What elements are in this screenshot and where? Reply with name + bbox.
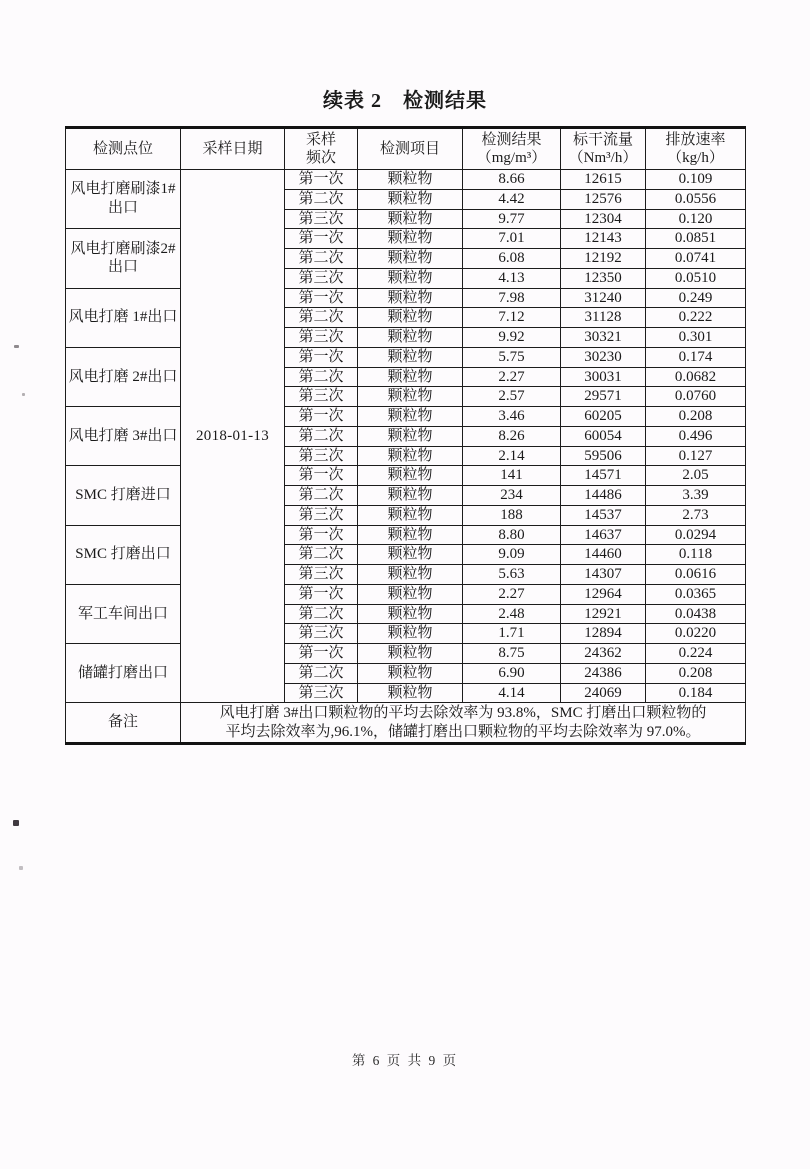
header-sample-frequency-line2: 频次 <box>305 150 336 166</box>
emission-rate-cell: 0.0438 <box>646 604 746 624</box>
sample-frequency-cell: 第一次 <box>285 170 358 190</box>
emission-rate-cell: 0.0365 <box>646 584 746 604</box>
test-result-cell: 3.46 <box>463 407 561 427</box>
emission-rate-cell: 0.249 <box>646 288 746 308</box>
test-item-cell: 颗粒物 <box>358 268 463 288</box>
sample-frequency-cell: 第三次 <box>285 328 358 348</box>
header-emission-rate-line1: 排放速率 <box>665 132 726 148</box>
test-result-cell: 6.08 <box>463 249 561 269</box>
header-test-item <box>358 128 463 170</box>
standard-dry-flow-cell: 60054 <box>561 426 646 446</box>
scan-speck <box>13 820 19 826</box>
test-item-cell: 颗粒物 <box>358 525 463 545</box>
table-row <box>66 466 746 486</box>
standard-dry-flow-cell: 14307 <box>561 565 646 585</box>
test-item-cell: 颗粒物 <box>358 249 463 269</box>
test-result-cell: 9.92 <box>463 328 561 348</box>
test-item-cell: 颗粒物 <box>358 308 463 328</box>
test-item-cell: 颗粒物 <box>358 663 463 683</box>
monitor-point-cell: 风电打磨 1#出口 <box>66 288 181 347</box>
standard-dry-flow-cell: 24362 <box>561 644 646 664</box>
test-result-cell: 8.75 <box>463 644 561 664</box>
remark-text-line1: 风电打磨 3#出口颗粒物的平均去除效率为 93.8%，SMC 打磨出口颗粒物的 <box>219 705 707 721</box>
header-test-result <box>463 128 561 170</box>
standard-dry-flow-cell: 24386 <box>561 663 646 683</box>
emission-rate-cell: 0.0220 <box>646 624 746 644</box>
header-standard-dry-flow-unit: （Nm³/h） <box>568 150 638 166</box>
sample-frequency-cell: 第一次 <box>285 584 358 604</box>
header-sample-date-label: 采样日期 <box>202 141 263 157</box>
standard-dry-flow-cell: 14486 <box>561 486 646 506</box>
sample-frequency-cell: 第一次 <box>285 525 358 545</box>
test-result-cell: 234 <box>463 486 561 506</box>
emission-rate-cell: 0.120 <box>646 209 746 229</box>
test-item-cell: 颗粒物 <box>358 505 463 525</box>
monitor-point-cell: 风电打磨 3#出口 <box>66 407 181 466</box>
sample-frequency-cell: 第三次 <box>285 268 358 288</box>
standard-dry-flow-cell: 12143 <box>561 229 646 249</box>
header-standard-dry-flow-line1: 标干流量 <box>572 132 633 148</box>
emission-rate-cell: 2.05 <box>646 466 746 486</box>
remark-row <box>66 703 746 744</box>
emission-rate-cell: 0.127 <box>646 446 746 466</box>
sample-frequency-cell: 第三次 <box>285 683 358 703</box>
test-result-cell: 4.13 <box>463 268 561 288</box>
standard-dry-flow-cell: 60205 <box>561 407 646 427</box>
sample-frequency-cell: 第三次 <box>285 446 358 466</box>
table-remark-section <box>66 703 746 744</box>
test-result-cell: 2.14 <box>463 446 561 466</box>
test-result-cell: 4.14 <box>463 683 561 703</box>
test-item-cell: 颗粒物 <box>358 426 463 446</box>
sample-frequency-cell: 第二次 <box>285 189 358 209</box>
test-item-cell: 颗粒物 <box>358 565 463 585</box>
standard-dry-flow-cell: 12615 <box>561 170 646 190</box>
table-row <box>66 288 746 308</box>
test-result-cell: 8.66 <box>463 170 561 190</box>
table-header <box>66 128 746 170</box>
test-result-cell: 5.75 <box>463 347 561 367</box>
emission-rate-cell: 0.0510 <box>646 268 746 288</box>
header-standard-dry-flow <box>561 128 646 170</box>
standard-dry-flow-cell: 30230 <box>561 347 646 367</box>
monitor-point-cell: SMC 打磨进口 <box>66 466 181 525</box>
sample-frequency-cell: 第二次 <box>285 426 358 446</box>
table-row <box>66 347 746 367</box>
emission-rate-cell: 0.0616 <box>646 565 746 585</box>
test-result-cell: 6.90 <box>463 663 561 683</box>
sample-frequency-cell: 第二次 <box>285 249 358 269</box>
emission-rate-cell: 0.184 <box>646 683 746 703</box>
standard-dry-flow-cell: 24069 <box>561 683 646 703</box>
emission-rate-cell: 0.208 <box>646 663 746 683</box>
sample-frequency-cell: 第一次 <box>285 466 358 486</box>
test-item-cell: 颗粒物 <box>358 624 463 644</box>
standard-dry-flow-cell: 31128 <box>561 308 646 328</box>
emission-rate-cell: 0.0760 <box>646 387 746 407</box>
emission-rate-cell: 0.301 <box>646 328 746 348</box>
scan-speck <box>19 866 23 870</box>
table-body <box>66 170 746 703</box>
emission-rate-cell: 3.39 <box>646 486 746 506</box>
test-result-cell: 2.27 <box>463 367 561 387</box>
test-item-cell: 颗粒物 <box>358 288 463 308</box>
sample-frequency-cell: 第二次 <box>285 367 358 387</box>
sample-frequency-cell: 第一次 <box>285 347 358 367</box>
emission-rate-cell: 0.0741 <box>646 249 746 269</box>
emission-rate-cell: 0.0851 <box>646 229 746 249</box>
standard-dry-flow-cell: 30321 <box>561 328 646 348</box>
remark-label: 备注 <box>66 703 181 744</box>
test-item-cell: 颗粒物 <box>358 466 463 486</box>
header-emission-rate-unit: （kg/h） <box>667 150 724 166</box>
header-test-result-line1: 检测结果 <box>481 132 542 148</box>
emission-rate-cell: 0.496 <box>646 426 746 446</box>
test-item-cell: 颗粒物 <box>358 486 463 506</box>
test-item-cell: 颗粒物 <box>358 170 463 190</box>
header-monitor-point <box>66 128 181 170</box>
standard-dry-flow-cell: 30031 <box>561 367 646 387</box>
standard-dry-flow-cell: 12192 <box>561 249 646 269</box>
remark-text-line2: 平均去除效率为,96.1%，储罐打磨出口颗粒物的平均去除效率为 97.0%。 <box>225 723 701 740</box>
monitor-point-cell: 军工车间出口 <box>66 584 181 643</box>
test-item-cell: 颗粒物 <box>358 545 463 565</box>
emission-rate-cell: 0.208 <box>646 407 746 427</box>
header-sample-date <box>181 128 285 170</box>
header-sample-frequency-line1: 采样 <box>305 132 336 148</box>
test-result-cell: 141 <box>463 466 561 486</box>
standard-dry-flow-cell: 14537 <box>561 505 646 525</box>
sample-frequency-cell: 第一次 <box>285 288 358 308</box>
page-number: 第 6 页 共 9 页 <box>351 1053 459 1068</box>
sample-frequency-cell: 第二次 <box>285 308 358 328</box>
sample-frequency-cell: 第一次 <box>285 644 358 664</box>
standard-dry-flow-cell: 12350 <box>561 268 646 288</box>
test-result-cell: 9.09 <box>463 545 561 565</box>
standard-dry-flow-cell: 12576 <box>561 189 646 209</box>
emission-rate-cell: 0.174 <box>646 347 746 367</box>
test-item-cell: 颗粒物 <box>358 683 463 703</box>
standard-dry-flow-cell: 31240 <box>561 288 646 308</box>
test-result-cell: 188 <box>463 505 561 525</box>
test-item-cell: 颗粒物 <box>358 367 463 387</box>
test-result-cell: 2.48 <box>463 604 561 624</box>
test-result-cell: 9.77 <box>463 209 561 229</box>
standard-dry-flow-cell: 14460 <box>561 545 646 565</box>
test-result-cell: 7.98 <box>463 288 561 308</box>
test-item-cell: 颗粒物 <box>358 347 463 367</box>
standard-dry-flow-cell: 12964 <box>561 584 646 604</box>
test-result-cell: 5.63 <box>463 565 561 585</box>
monitor-point-cell: 风电打磨刷漆2#出口 <box>66 229 181 288</box>
monitor-point-cell: 风电打磨刷漆1#出口 <box>66 170 181 229</box>
test-item-cell: 颗粒物 <box>358 387 463 407</box>
test-item-cell: 颗粒物 <box>358 328 463 348</box>
sample-frequency-cell: 第三次 <box>285 209 358 229</box>
standard-dry-flow-cell: 12304 <box>561 209 646 229</box>
sample-frequency-cell: 第三次 <box>285 505 358 525</box>
test-result-cell: 2.57 <box>463 387 561 407</box>
header-monitor-point-label: 检测点位 <box>92 141 153 157</box>
test-item-cell: 颗粒物 <box>358 189 463 209</box>
emission-rate-cell: 0.0556 <box>646 189 746 209</box>
test-item-cell: 颗粒物 <box>358 407 463 427</box>
emission-rate-cell: 0.0294 <box>646 525 746 545</box>
table-row <box>66 525 746 545</box>
scan-speck <box>14 345 19 348</box>
table-row <box>66 229 746 249</box>
test-result-cell: 4.42 <box>463 189 561 209</box>
test-item-cell: 颗粒物 <box>358 229 463 249</box>
test-result-cell: 2.27 <box>463 584 561 604</box>
test-result-cell: 8.80 <box>463 525 561 545</box>
sample-frequency-cell: 第一次 <box>285 229 358 249</box>
header-test-result-unit: （mg/m³） <box>476 150 547 166</box>
sample-frequency-cell: 第三次 <box>285 624 358 644</box>
table-row <box>66 644 746 664</box>
sample-frequency-cell: 第二次 <box>285 663 358 683</box>
header-sample-frequency <box>285 128 358 170</box>
emission-rate-cell: 0.109 <box>646 170 746 190</box>
emission-rate-cell: 2.73 <box>646 505 746 525</box>
monitor-point-cell: SMC 打磨出口 <box>66 525 181 584</box>
sample-frequency-cell: 第二次 <box>285 604 358 624</box>
standard-dry-flow-cell: 14571 <box>561 466 646 486</box>
standard-dry-flow-cell: 29571 <box>561 387 646 407</box>
standard-dry-flow-cell: 12921 <box>561 604 646 624</box>
test-item-cell: 颗粒物 <box>358 446 463 466</box>
emission-rate-cell: 0.222 <box>646 308 746 328</box>
results-table <box>65 126 746 745</box>
monitor-point-cell: 储罐打磨出口 <box>66 644 181 703</box>
page-title: 续表 2 检测结果 <box>323 90 487 112</box>
table-row <box>66 170 746 190</box>
sample-frequency-cell: 第三次 <box>285 387 358 407</box>
sample-frequency-cell: 第三次 <box>285 565 358 585</box>
sample-frequency-cell: 第二次 <box>285 545 358 565</box>
table-row <box>66 584 746 604</box>
emission-rate-cell: 0.224 <box>646 644 746 664</box>
standard-dry-flow-cell: 14637 <box>561 525 646 545</box>
sample-frequency-cell: 第一次 <box>285 407 358 427</box>
standard-dry-flow-cell: 12894 <box>561 624 646 644</box>
test-item-cell: 颗粒物 <box>358 604 463 624</box>
header-row <box>66 128 746 170</box>
test-result-cell: 1.71 <box>463 624 561 644</box>
scan-speck <box>22 393 25 396</box>
sample-frequency-cell: 第二次 <box>285 486 358 506</box>
standard-dry-flow-cell: 59506 <box>561 446 646 466</box>
test-item-cell: 颗粒物 <box>358 209 463 229</box>
header-emission-rate <box>646 128 746 170</box>
test-result-cell: 8.26 <box>463 426 561 446</box>
test-result-cell: 7.01 <box>463 229 561 249</box>
header-test-item-label: 检测项目 <box>379 141 440 157</box>
test-result-cell: 7.12 <box>463 308 561 328</box>
monitor-point-cell: 风电打磨 2#出口 <box>66 347 181 406</box>
emission-rate-cell: 0.0682 <box>646 367 746 387</box>
emission-rate-cell: 0.118 <box>646 545 746 565</box>
remark-text <box>181 703 746 744</box>
sample-date-cell: 2018-01-13 <box>181 170 285 703</box>
table-row <box>66 407 746 427</box>
test-item-cell: 颗粒物 <box>358 644 463 664</box>
test-item-cell: 颗粒物 <box>358 584 463 604</box>
